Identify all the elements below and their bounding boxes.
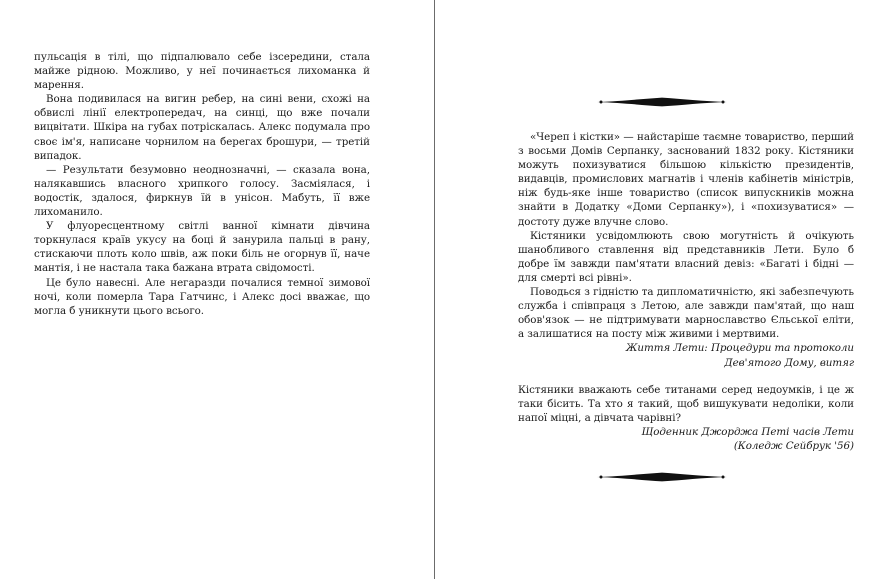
left-page (0, 0, 434, 579)
epigraph-2-attribution (518, 425, 854, 453)
ornament-divider-top (597, 97, 727, 107)
epigraph-block-2 (518, 383, 854, 453)
left-paragraph-3: — Результати безумовно неоднозначні, — сказала вона, налякавшись власного хрипкого голосу. Засміялася, і водостік, здалося, фиркнув їй в унісон. Мабуть, її вже лихоманило. (34, 163, 370, 219)
left-paragraph-4: У флуоресцентному світлі ванної кімнати дівчина торкнулася країв укусу на боці й занурила пальці в рану, стискаючи плоть коло швів, аж поки біль не огорнув її, наче мантія, і не настала така бажана втрата свідомості. (34, 220, 370, 275)
epigraph-block-1 (518, 130, 854, 370)
epigraph-2-paragraph: Кістяники вважають себе титанами серед недоумків, і це ж таки бісить. Та хто я такий, щоб вишукувати недоліки, коли напої міцні, а дівчата чарівні? (518, 384, 854, 425)
ornament-divider-bottom (597, 472, 727, 482)
epigraph-1-paragraph-1: «Череп і кістки» — найстаріше таємне товариство, перший з восьми Домів Серпанку, заснований 1832 року. Кістяники можуть похизуватися більшою кількістю президентів, видавців, промислових магнатів і членів кабінетів міністрів, ніж будь-яке інше товариство (список випускників можна знайти в Додатку «Доми Серпанку»), і «похизуватися» — достоту дуже влучне слово. (518, 131, 854, 228)
epigraph-1-attribution-line-1: Життя Лети: Процедури та протоколи (625, 342, 854, 355)
epigraph-1-paragraph-3: Поводься з гідністю та дипломатичністю, які забезпечують служба і співпраця з Летою, але завжди пам'ятай, що наш обов'язок — не підтримувати марнославство Єльської еліти, а залишатися на посту між живими і мертвими. (518, 286, 854, 341)
epigraph-1-paragraph-2: Кістяники усвідомлюють свою могутність й очікують шанобливого ставлення від представників Лети. Було б добре їм завжди пам'ятати власний девіз: «Багаті і бідні — для смерті всі рівні». (518, 229, 854, 284)
left-page-body (34, 50, 370, 318)
epigraph-2-attribution-line-1: Щоденник Джорджа Петі часів Лети (641, 426, 854, 439)
left-paragraph-1: пульсація в тілі, що підпалювало себе ізсередини, стала майже рідною. Можливо, у неї починається лихоманка й марення. (34, 51, 370, 92)
epigraph-2-attribution-line-2: (Коледж Сейбрук '56) (733, 440, 854, 453)
left-paragraph-5: Це було навесні. Але негаразди почалися темної зимової ночі, коли померла Тара Гатчинс, і Алекс досі вважає, що могла б уникнути цього всього. (34, 276, 370, 317)
right-page (435, 0, 880, 579)
epigraph-1-attribution (518, 341, 854, 369)
left-paragraph-2: Вона подивилася на вигин ребер, на сині вени, схожі на обвислі лінії електропередач, на синці, що вже почали вицвітати. Шкіра на губах потріскалась. Алекс подумала про своє ім'я, написане чорнилом на берегах брошури, — третій випадок. (34, 93, 370, 162)
epigraph-1-attribution-line-2: Дев'ятого Дому, витяг (724, 356, 854, 369)
